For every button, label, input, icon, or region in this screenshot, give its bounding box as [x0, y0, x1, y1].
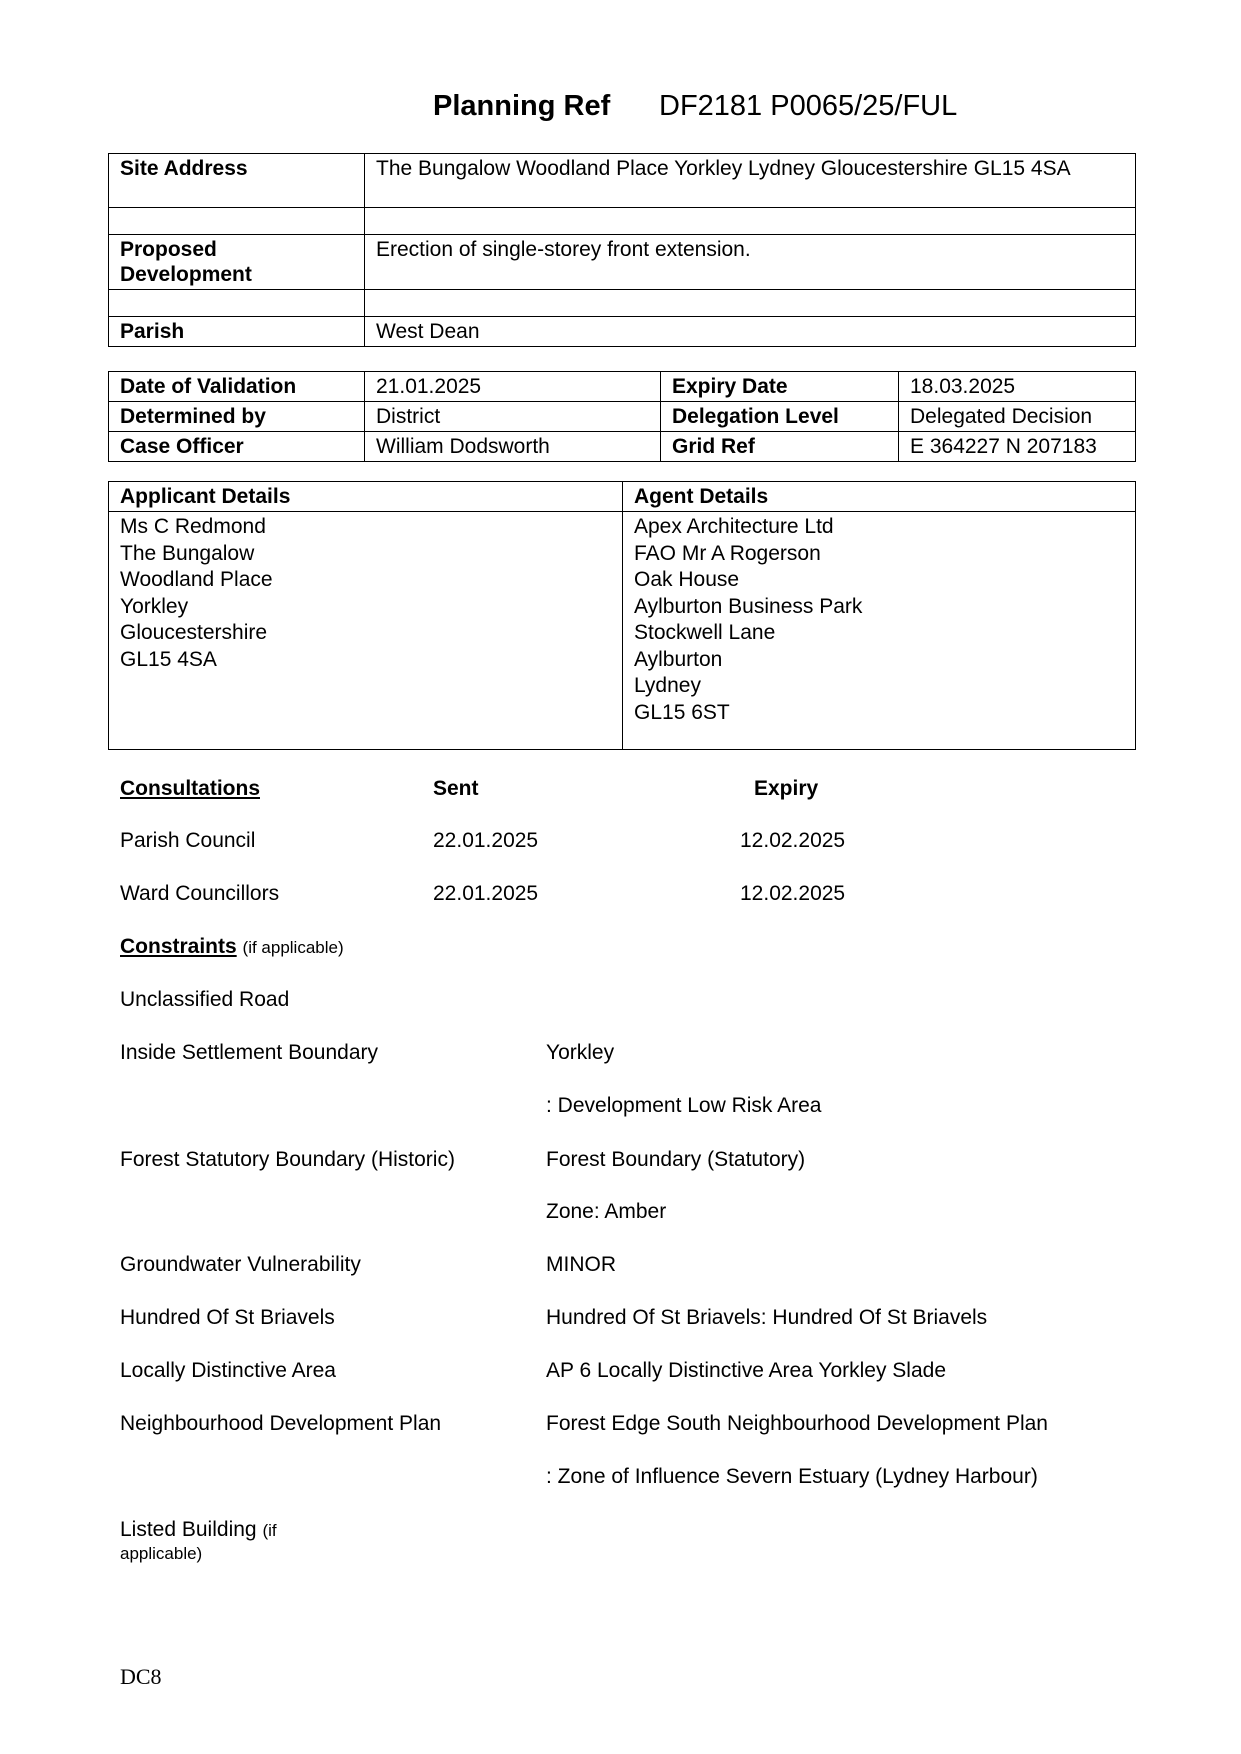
constraint-value: Yorkley [546, 1041, 615, 1064]
consultations-heading: Consultations [120, 777, 260, 800]
delegation-value: Delegated Decision [899, 402, 1136, 432]
validation-label: Date of Validation [109, 372, 365, 402]
constraints-title [120, 935, 344, 959]
agent-line: GL15 6ST [634, 700, 730, 724]
constraints-note: (if applicable) [242, 938, 344, 957]
planning-ref-value: DF2181 P0065/25/FUL [659, 90, 958, 122]
consultee-expiry: 12.02.2025 [740, 882, 846, 905]
proposed-label: Proposed Development [109, 235, 365, 290]
listed-building [120, 1518, 277, 1542]
constraint-name: Locally Distinctive Area [120, 1359, 336, 1382]
listed-note-cont: applicable) [120, 1544, 203, 1563]
applicant-line: The Bungalow [120, 541, 255, 565]
consultee-name: Ward Councillors [120, 882, 280, 905]
constraint-value: Zone: Amber [546, 1200, 667, 1223]
delegation-label: Delegation Level [661, 402, 899, 432]
applicant-line: Woodland Place [120, 568, 273, 591]
constraint-value: : Development Low Risk Area [546, 1094, 822, 1117]
applicant-line: Ms C Redmond [120, 515, 266, 538]
officer-label: Case Officer [109, 432, 365, 462]
sent-heading: Sent [433, 777, 479, 800]
dates-table [108, 371, 1136, 462]
officer-value: William Dodsworth [365, 432, 661, 462]
site-address-value: The Bungalow Woodland Place Yorkley Lydney Gloucestershire GL15 4SA [365, 154, 1136, 208]
consultee-name: Parish Council [120, 829, 256, 852]
expiry-value: 18.03.2025 [899, 372, 1136, 402]
applicant-heading: Applicant Details [109, 482, 623, 512]
applicant-line: GL15 4SA [120, 647, 217, 671]
parish-label: Parish [109, 317, 365, 347]
listed-building-label: Listed Building [120, 1518, 257, 1541]
constraint-value: Forest Edge South Neighbourhood Development Plan [546, 1412, 1048, 1435]
footer-code: DC8 [120, 1664, 162, 1689]
agent-line: Aylburton [634, 647, 723, 671]
applicant-address [109, 512, 623, 750]
constraint-value: Hundred Of St Briavels: Hundred Of St Briavels [546, 1306, 988, 1329]
expiry-heading: Expiry [754, 777, 819, 800]
constraint-name: Neighbourhood Development Plan [120, 1412, 442, 1435]
listed-note: (if [262, 1521, 277, 1540]
constraint-name: Groundwater Vulnerability [120, 1253, 361, 1276]
constraint-value: AP 6 Locally Distinctive Area Yorkley Slade [546, 1359, 947, 1382]
grid-value: E 364227 N 207183 [899, 432, 1136, 462]
agent-line: Oak House [634, 568, 740, 591]
agent-line: Lydney [634, 674, 701, 697]
constraint-value: Forest Boundary (Statutory) [546, 1148, 806, 1171]
constraint-name: Unclassified Road [120, 988, 290, 1011]
determined-value: District [365, 402, 661, 432]
applicant-line: Gloucestershire [120, 621, 268, 644]
expiry-label: Expiry Date [661, 372, 899, 402]
planning-ref-label: Planning Ref [433, 90, 611, 122]
validation-value: 21.01.2025 [365, 372, 661, 402]
site-table [108, 153, 1136, 347]
agent-address [623, 512, 1136, 750]
agent-line: Stockwell Lane [634, 621, 776, 644]
consultee-sent: 22.01.2025 [433, 882, 539, 905]
grid-label: Grid Ref [661, 432, 899, 462]
constraint-name: Forest Statutory Boundary (Historic) [120, 1148, 455, 1171]
constraint-name: Hundred Of St Briavels [120, 1306, 335, 1329]
applicant-line: Yorkley [120, 594, 189, 618]
constraints-heading: Constraints [120, 935, 237, 958]
consultee-sent: 22.01.2025 [433, 829, 539, 852]
parish-value: West Dean [365, 317, 1136, 347]
constraint-name: Inside Settlement Boundary [120, 1041, 378, 1064]
constraint-value: : Zone of Influence Severn Estuary (Lydney Harbour) [546, 1465, 1038, 1488]
agent-line: FAO Mr A Rogerson [634, 541, 821, 565]
constraint-value: MINOR [546, 1253, 616, 1276]
details-table [108, 481, 1136, 750]
consultee-expiry: 12.02.2025 [740, 829, 846, 852]
site-address-label: Site Address [109, 154, 365, 208]
determined-label: Determined by [109, 402, 365, 432]
agent-line: Apex Architecture Ltd [634, 515, 834, 538]
agent-line: Aylburton Business Park [634, 594, 863, 618]
proposed-value: Erection of single-storey front extension. [365, 235, 1136, 290]
agent-heading: Agent Details [623, 482, 1136, 512]
